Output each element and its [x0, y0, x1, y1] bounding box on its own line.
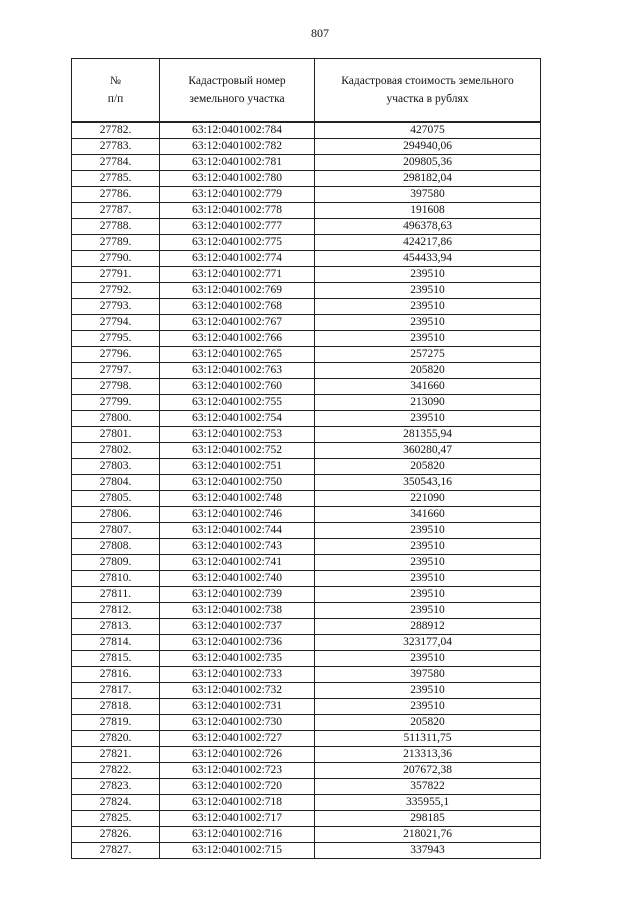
- cell-row-number: 27827.: [72, 843, 160, 859]
- cell-row-number: 27818.: [72, 699, 160, 715]
- cell-cadastral-cost: 511311,75: [315, 731, 541, 747]
- table-row: [72, 491, 541, 507]
- cell-row-number: 27785.: [72, 171, 160, 187]
- cell-cadastral-number: 63:12:0401002:765: [160, 347, 315, 363]
- cell-cadastral-number: 63:12:0401002:715: [160, 843, 315, 859]
- cell-cadastral-number: 63:12:0401002:751: [160, 459, 315, 475]
- table-row: [72, 827, 541, 843]
- cell-row-number: 27786.: [72, 187, 160, 203]
- cell-cadastral-cost: 298185: [315, 811, 541, 827]
- cell-cadastral-cost: 207672,38: [315, 763, 541, 779]
- table-row: [72, 683, 541, 699]
- cell-cadastral-cost: 239510: [315, 603, 541, 619]
- cell-cadastral-number: 63:12:0401002:736: [160, 635, 315, 651]
- cell-cadastral-number: 63:12:0401002:716: [160, 827, 315, 843]
- table-row: [72, 187, 541, 203]
- cell-row-number: 27788.: [72, 219, 160, 235]
- cell-row-number: 27796.: [72, 347, 160, 363]
- table-row: [72, 155, 541, 171]
- table-row: [72, 267, 541, 283]
- table-row: [72, 507, 541, 523]
- cell-row-number: 27816.: [72, 667, 160, 683]
- table-row: [72, 315, 541, 331]
- cell-cadastral-number: 63:12:0401002:781: [160, 155, 315, 171]
- cell-cadastral-cost: 357822: [315, 779, 541, 795]
- cell-cadastral-number: 63:12:0401002:735: [160, 651, 315, 667]
- table-row: [72, 139, 541, 155]
- cell-cadastral-cost: 191608: [315, 203, 541, 219]
- cell-cadastral-number: 63:12:0401002:731: [160, 699, 315, 715]
- cell-row-number: 27797.: [72, 363, 160, 379]
- cell-cadastral-number: 63:12:0401002:784: [160, 122, 315, 139]
- cell-cadastral-number: 63:12:0401002:744: [160, 523, 315, 539]
- cell-cadastral-number: 63:12:0401002:779: [160, 187, 315, 203]
- cell-cadastral-cost: 239510: [315, 267, 541, 283]
- cell-cadastral-cost: 239510: [315, 683, 541, 699]
- table-row: [72, 443, 541, 459]
- page-number: 807: [311, 26, 329, 40]
- table-row: [72, 555, 541, 571]
- cell-row-number: 27817.: [72, 683, 160, 699]
- cell-cadastral-number: 63:12:0401002:752: [160, 443, 315, 459]
- cell-cadastral-cost: 298182,04: [315, 171, 541, 187]
- column-header-number: [72, 59, 160, 123]
- table-row: [72, 459, 541, 475]
- cell-cadastral-number: 63:12:0401002:741: [160, 555, 315, 571]
- cell-row-number: 27794.: [72, 315, 160, 331]
- cell-cadastral-cost: 397580: [315, 187, 541, 203]
- cell-cadastral-number: 63:12:0401002:766: [160, 331, 315, 347]
- cell-cadastral-number: 63:12:0401002:732: [160, 683, 315, 699]
- cell-cadastral-cost: 218021,76: [315, 827, 541, 843]
- cell-cadastral-cost: 239510: [315, 299, 541, 315]
- cell-row-number: 27811.: [72, 587, 160, 603]
- table-body: [72, 122, 541, 859]
- cell-cadastral-number: 63:12:0401002:717: [160, 811, 315, 827]
- cell-cadastral-cost: 350543,16: [315, 475, 541, 491]
- table-row: [72, 731, 541, 747]
- cell-cadastral-cost: 424217,86: [315, 235, 541, 251]
- table-row: [72, 251, 541, 267]
- table-row: [72, 571, 541, 587]
- cell-row-number: 27807.: [72, 523, 160, 539]
- cell-row-number: 27814.: [72, 635, 160, 651]
- cell-cadastral-number: 63:12:0401002:769: [160, 283, 315, 299]
- cell-cadastral-cost: 239510: [315, 411, 541, 427]
- cell-row-number: 27819.: [72, 715, 160, 731]
- cell-cadastral-number: 63:12:0401002:727: [160, 731, 315, 747]
- cell-cadastral-cost: 239510: [315, 539, 541, 555]
- cell-cadastral-cost: 427075: [315, 122, 541, 139]
- table-row: [72, 811, 541, 827]
- cell-row-number: 27782.: [72, 122, 160, 139]
- cell-cadastral-number: 63:12:0401002:746: [160, 507, 315, 523]
- cell-row-number: 27810.: [72, 571, 160, 587]
- cell-cadastral-cost: 294940,06: [315, 139, 541, 155]
- cell-cadastral-cost: 239510: [315, 523, 541, 539]
- column-header-cadastral-number: [160, 59, 315, 123]
- cell-row-number: 27820.: [72, 731, 160, 747]
- cell-row-number: 27809.: [72, 555, 160, 571]
- table-row: [72, 171, 541, 187]
- header-number-line1: №: [110, 75, 121, 87]
- cell-cadastral-number: 63:12:0401002:723: [160, 763, 315, 779]
- table-row: [72, 699, 541, 715]
- cell-row-number: 27789.: [72, 235, 160, 251]
- cell-cadastral-number: 63:12:0401002:755: [160, 395, 315, 411]
- cell-row-number: 27800.: [72, 411, 160, 427]
- cell-cadastral-number: 63:12:0401002:780: [160, 171, 315, 187]
- cell-cadastral-number: 63:12:0401002:750: [160, 475, 315, 491]
- cell-cadastral-cost: 239510: [315, 571, 541, 587]
- cell-cadastral-cost: 281355,94: [315, 427, 541, 443]
- cell-cadastral-number: 63:12:0401002:768: [160, 299, 315, 315]
- cell-row-number: 27824.: [72, 795, 160, 811]
- cell-cadastral-cost: 205820: [315, 459, 541, 475]
- cell-row-number: 27787.: [72, 203, 160, 219]
- cell-cadastral-cost: 337943: [315, 843, 541, 859]
- cell-row-number: 27792.: [72, 283, 160, 299]
- table-row: [72, 635, 541, 651]
- header-number-line2: п/п: [107, 93, 124, 105]
- table-row: [72, 475, 541, 491]
- cadastre-table: [71, 58, 541, 859]
- cell-cadastral-cost: 257275: [315, 347, 541, 363]
- cell-cadastral-cost: 239510: [315, 331, 541, 347]
- table-row: [72, 795, 541, 811]
- cell-cadastral-cost: 213313,36: [315, 747, 541, 763]
- cell-cadastral-cost: 239510: [315, 587, 541, 603]
- header-cost-line1: Кадастровая стоимость земельного: [341, 75, 514, 87]
- cell-cadastral-cost: 341660: [315, 379, 541, 395]
- table-row: [72, 363, 541, 379]
- cell-cadastral-number: 63:12:0401002:754: [160, 411, 315, 427]
- column-header-cadastral-cost: [315, 59, 541, 123]
- cell-row-number: 27784.: [72, 155, 160, 171]
- cell-row-number: 27791.: [72, 267, 160, 283]
- table-row: [72, 283, 541, 299]
- cell-cadastral-number: 63:12:0401002:738: [160, 603, 315, 619]
- table-row: [72, 427, 541, 443]
- table-row: [72, 715, 541, 731]
- cell-cadastral-number: 63:12:0401002:767: [160, 315, 315, 331]
- header-cadastral-line2: земельного участка: [189, 93, 285, 105]
- cell-row-number: 27823.: [72, 779, 160, 795]
- cell-cadastral-number: 63:12:0401002:733: [160, 667, 315, 683]
- header-cadastral-line1: Кадастровый номер: [188, 75, 286, 87]
- cell-cadastral-cost: 239510: [315, 555, 541, 571]
- table-row: [72, 523, 541, 539]
- table-row: [72, 587, 541, 603]
- cell-row-number: 27825.: [72, 811, 160, 827]
- cell-cadastral-number: 63:12:0401002:782: [160, 139, 315, 155]
- table-row: [72, 603, 541, 619]
- table-row: [72, 203, 541, 219]
- cell-row-number: 27803.: [72, 459, 160, 475]
- cell-row-number: 27793.: [72, 299, 160, 315]
- cell-cadastral-cost: 288912: [315, 619, 541, 635]
- table-row: [72, 651, 541, 667]
- cell-cadastral-number: 63:12:0401002:737: [160, 619, 315, 635]
- header-cost-line2: участка в рублях: [386, 93, 469, 105]
- cell-cadastral-cost: 239510: [315, 651, 541, 667]
- cell-cadastral-cost: 454433,94: [315, 251, 541, 267]
- cell-cadastral-cost: 239510: [315, 699, 541, 715]
- table-row: [72, 347, 541, 363]
- table-row: [72, 843, 541, 859]
- cell-cadastral-cost: 205820: [315, 715, 541, 731]
- cell-cadastral-number: 63:12:0401002:777: [160, 219, 315, 235]
- cell-cadastral-cost: 239510: [315, 315, 541, 331]
- cell-row-number: 27821.: [72, 747, 160, 763]
- table-row: [72, 395, 541, 411]
- table-row: [72, 299, 541, 315]
- cell-cadastral-cost: 221090: [315, 491, 541, 507]
- table-row: [72, 235, 541, 251]
- cell-row-number: 27802.: [72, 443, 160, 459]
- table-row: [72, 779, 541, 795]
- cell-cadastral-cost: 341660: [315, 507, 541, 523]
- cell-cadastral-cost: 239510: [315, 283, 541, 299]
- cell-cadastral-cost: 205820: [315, 363, 541, 379]
- cell-cadastral-cost: 335955,1: [315, 795, 541, 811]
- cell-row-number: 27805.: [72, 491, 160, 507]
- table-row: [72, 411, 541, 427]
- table-row: [72, 619, 541, 635]
- cell-cadastral-number: 63:12:0401002:743: [160, 539, 315, 555]
- table-header-row: [72, 59, 541, 123]
- cell-row-number: 27808.: [72, 539, 160, 555]
- table-row: [72, 747, 541, 763]
- table-row: [72, 379, 541, 395]
- cell-cadastral-number: 63:12:0401002:778: [160, 203, 315, 219]
- cell-cadastral-number: 63:12:0401002:763: [160, 363, 315, 379]
- cell-cadastral-cost: 209805,36: [315, 155, 541, 171]
- table-row: [72, 539, 541, 555]
- cell-row-number: 27812.: [72, 603, 160, 619]
- cell-row-number: 27806.: [72, 507, 160, 523]
- cell-row-number: 27804.: [72, 475, 160, 491]
- cell-cadastral-cost: 360280,47: [315, 443, 541, 459]
- table-row: [72, 763, 541, 779]
- cell-row-number: 27795.: [72, 331, 160, 347]
- cell-cadastral-number: 63:12:0401002:730: [160, 715, 315, 731]
- cell-row-number: 27815.: [72, 651, 160, 667]
- cell-cadastral-number: 63:12:0401002:774: [160, 251, 315, 267]
- cell-cadastral-number: 63:12:0401002:740: [160, 571, 315, 587]
- table-row: [72, 122, 541, 139]
- cell-cadastral-number: 63:12:0401002:760: [160, 379, 315, 395]
- cell-row-number: 27822.: [72, 763, 160, 779]
- cell-cadastral-number: 63:12:0401002:771: [160, 267, 315, 283]
- cell-cadastral-number: 63:12:0401002:739: [160, 587, 315, 603]
- table-row: [72, 219, 541, 235]
- cell-row-number: 27799.: [72, 395, 160, 411]
- cell-row-number: 27783.: [72, 139, 160, 155]
- cell-cadastral-cost: 496378,63: [315, 219, 541, 235]
- cell-cadastral-number: 63:12:0401002:718: [160, 795, 315, 811]
- cell-cadastral-number: 63:12:0401002:753: [160, 427, 315, 443]
- cell-cadastral-cost: 323177,04: [315, 635, 541, 651]
- cell-row-number: 27790.: [72, 251, 160, 267]
- cell-cadastral-number: 63:12:0401002:748: [160, 491, 315, 507]
- table-row: [72, 667, 541, 683]
- cell-cadastral-number: 63:12:0401002:720: [160, 779, 315, 795]
- cell-row-number: 27798.: [72, 379, 160, 395]
- cell-row-number: 27826.: [72, 827, 160, 843]
- cell-cadastral-number: 63:12:0401002:775: [160, 235, 315, 251]
- cell-row-number: 27801.: [72, 427, 160, 443]
- cell-cadastral-cost: 397580: [315, 667, 541, 683]
- cell-row-number: 27813.: [72, 619, 160, 635]
- cell-cadastral-number: 63:12:0401002:726: [160, 747, 315, 763]
- table-row: [72, 331, 541, 347]
- cell-cadastral-cost: 213090: [315, 395, 541, 411]
